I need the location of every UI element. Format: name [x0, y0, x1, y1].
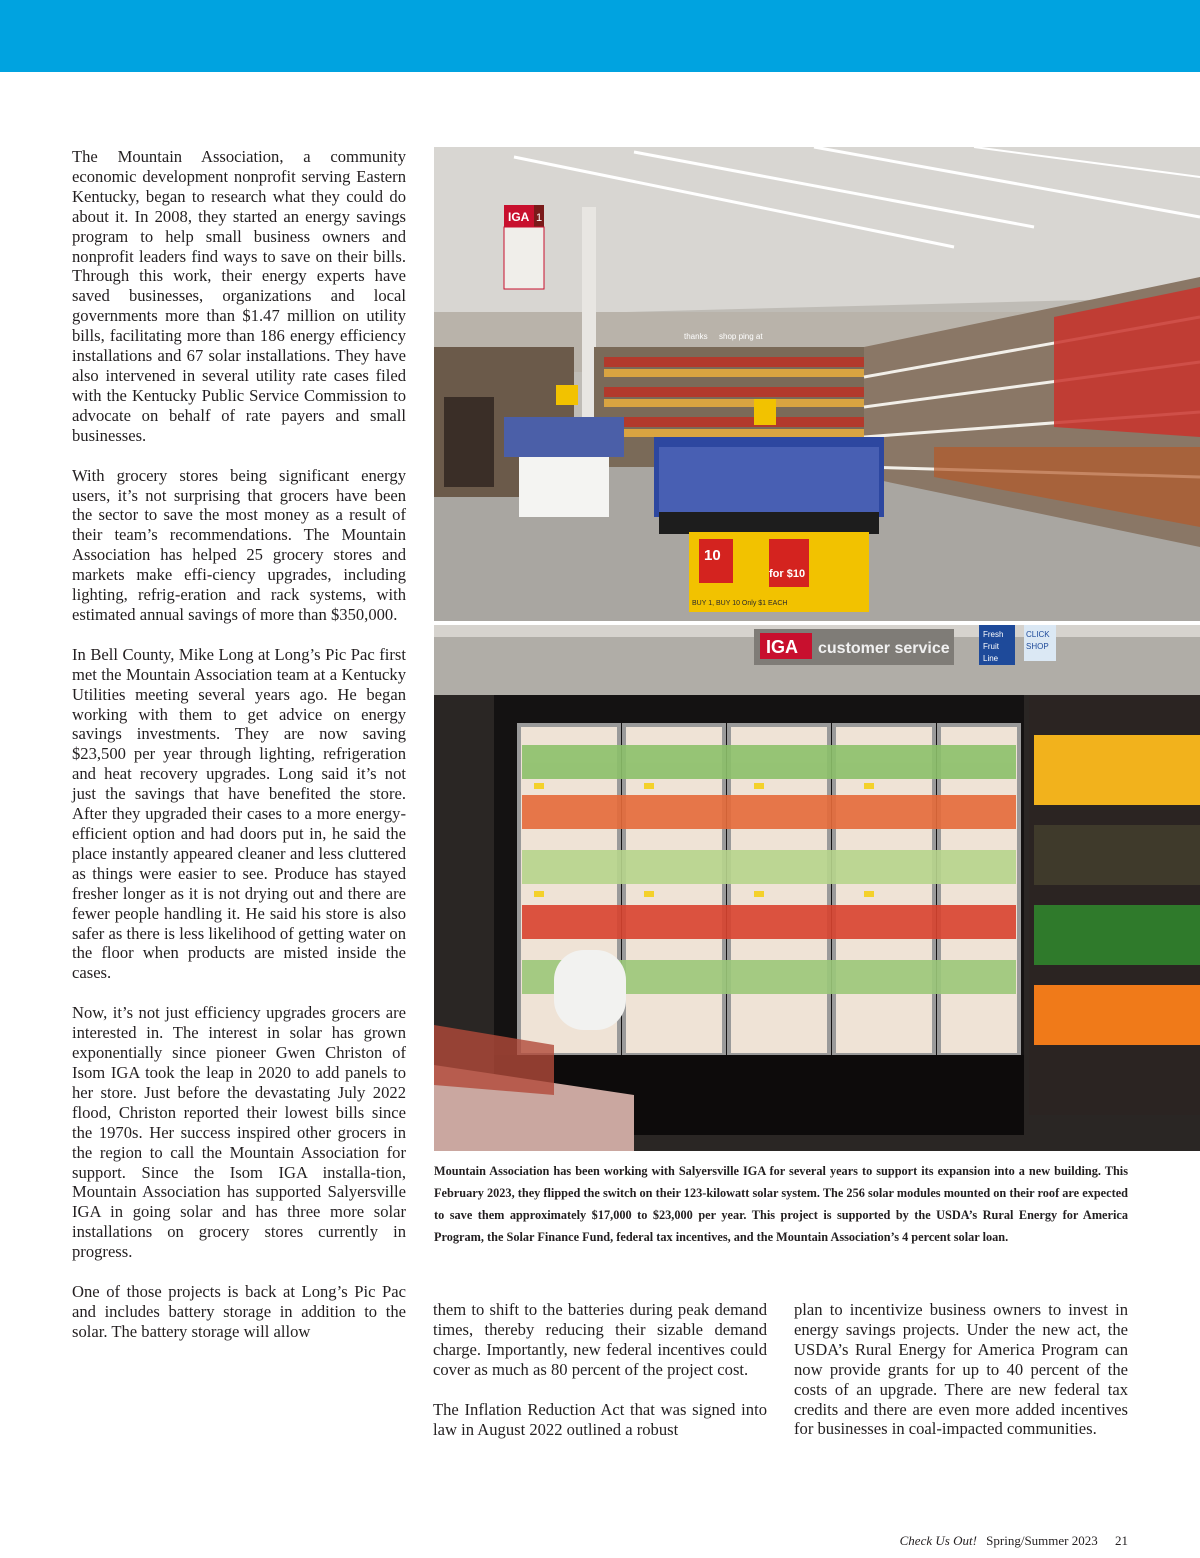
paragraph: The Inflation Reduction Act that was signed into law in August 2022 outlined a robust — [433, 1399, 767, 1439]
line-sign-text: Line — [983, 654, 999, 663]
article-column-middle — [433, 1300, 767, 1439]
promo-price-text: 10 — [704, 547, 721, 564]
promo-price-subtext: for $10 — [769, 568, 806, 580]
magazine-title: Check Us Out! — [899, 1533, 977, 1548]
article-column-right — [794, 1300, 1128, 1439]
paragraph: them to shift to the batteries during peak demand times, thereby reducing their sizable demand charge. Importantly, new federal incentives could cover as much as 80 percent of the project cost. — [433, 1300, 767, 1379]
shopping-banner-text: shop ping at — [719, 332, 763, 341]
fresh-sign-text: Fresh — [983, 630, 1004, 639]
customer-service-text: customer service — [818, 640, 950, 657]
paragraph: Now, it’s not just efficiency upgrades grocers are interested in. The interest in solar has grown exponentially since pioneer Gwen Christon of Isom IGA took the leap in 2020 to add panels to her store. Just before the devastating July 2022 flood, Christon reported their lowest bills since the 1970s. Her success inspired other grocers in the region to call the Mountain Association for support. Since the Isom IGA installa-tion, Mountain Association has supported Salyersville IGA in going solar and has three more solar installations on grocery stores currently in progress. — [72, 1003, 406, 1262]
promo-terms-text: BUY 1, BUY 10 Only $1 EACH — [692, 600, 788, 607]
iga-sign-text: IGA — [508, 210, 530, 224]
photo-caption: Mountain Association has been working with Salyersville IGA for several years to support its expansion into a new building. This February 2023, they flipped the switch on their 123-kilowatt solar system. The 256 solar modules mounted on their roof are expected to save them approximately $17,000 to $23,000 per year. This project is supported by the USDA’s Rural Energy for America Program, the Solar Finance Fund, federal tax incentives, and the Mountain Association’s 4 percent solar loan. — [434, 1164, 1128, 1244]
paragraph: In Bell County, Mike Long at Long’s Pic Pac first met the Mountain Association team at a Kentucky Utilities meeting several years ago. He began working with them to get advice on energy savings investments. They are now saving $23,500 per year through lighting, refrigeration and heat recovery upgrades. Long said it’s not just the savings that have benefited the store. After they upgraded their cases to a more energy-efficient option and had doors put in, he said the place instantly appeared cleaner and less cluttered as things were easier to see. Produce has stayed fresher longer as it is not drying out and there are fewer people handling it. He said his store is also safer as there is less likelihood of getting water on the floor when products are misted inside the cases. — [72, 644, 406, 983]
iga-logo-text: IGA — [766, 637, 799, 657]
page-number: 21 — [1115, 1533, 1128, 1548]
shop-sign-text: SHOP — [1026, 642, 1049, 651]
fruit-sign-text: Fruit — [983, 642, 999, 651]
issue-label: Spring/Summer 2023 — [986, 1533, 1098, 1548]
paragraph: The Mountain Association, a community economic development nonprofit serving Eastern Kentucky, began to research what they could do about it. In 2008, they started an energy savings program to help small business owners and nonprofit leaders find ways to save on their bills. Through this work, their energy experts have saved businesses, organizations and local governments more than $1.47 million on utility bills, facilitating more than 186 energy efficiency installations and 67 solar installations. They have also intervened in several utility rate cases filed with the Kentucky Public Service Commission to advocate on behalf of rate payers and small businesses. — [72, 147, 406, 445]
aisle-number: 1 — [536, 212, 543, 224]
top-color-band — [0, 0, 1200, 72]
thanks-banner-text: thanks — [684, 332, 708, 341]
page-footer — [900, 1533, 1128, 1549]
refrigerated-cases-photo — [434, 625, 1200, 1151]
paragraph: With grocery stores being significant energy users, it’s not surprising that grocers have been the sector to save the most money as a result of their team’s recommendations. The Mountain Association has helped 25 grocery stores and markets make effi-ciency upgrades, including lighting, refrig-eration and rack systems, with estimated annual savings of more than $350,000. — [72, 465, 406, 624]
click-sign-text: CLICK — [1026, 630, 1050, 639]
paragraph: One of those projects is back at Long’s Pic Pac and includes battery storage in addition to the solar. The battery storage will allow — [72, 1282, 406, 1341]
grocery-aisle-photo — [434, 147, 1200, 621]
article-column-left — [72, 147, 406, 1342]
paragraph: plan to incentivize business owners to invest in energy savings projects. Under the new act, the USDA’s Rural Energy for America Program can now provide grants for up to 40 percent of the costs of an upgrade. There are new federal tax credits and there are even more added incentives for businesses in coal-impacted communities. — [794, 1300, 1128, 1439]
